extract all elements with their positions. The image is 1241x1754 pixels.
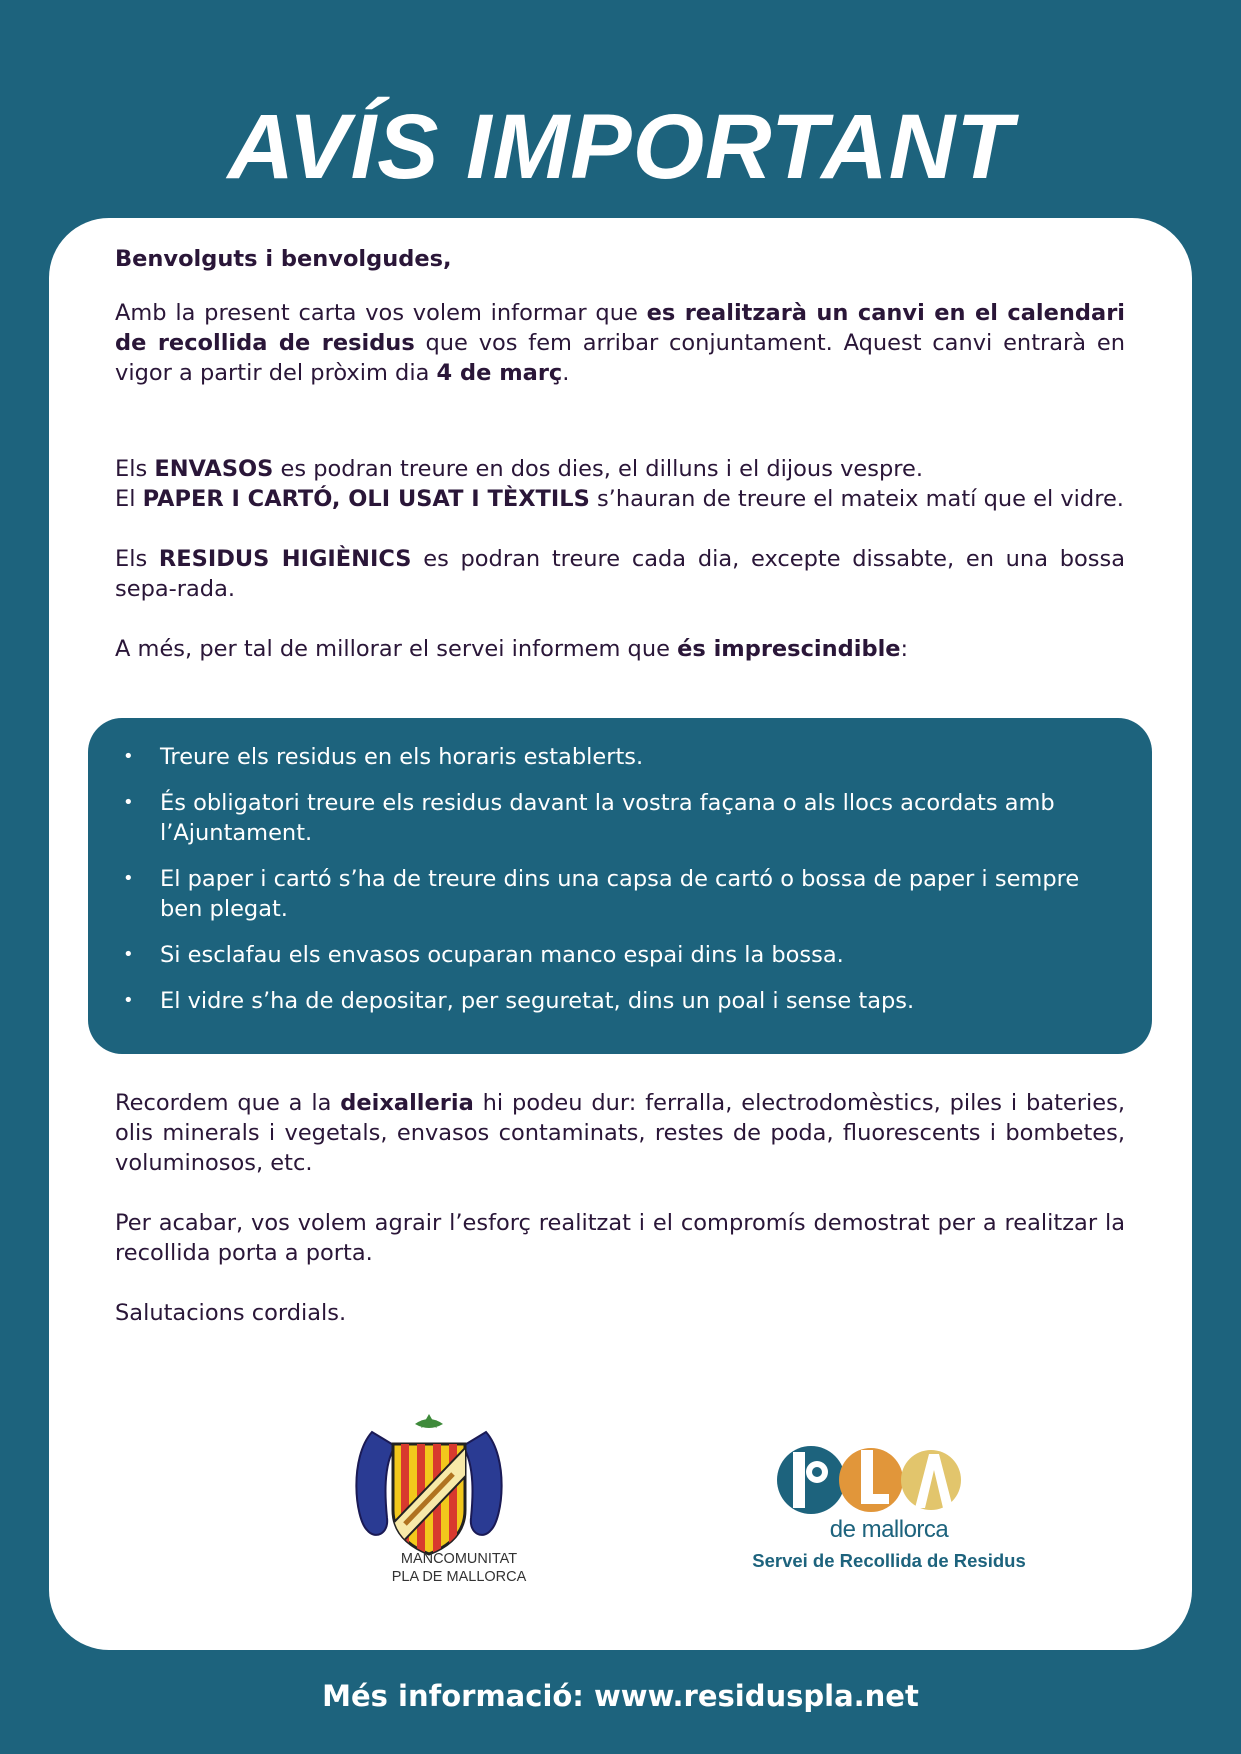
footer-more-info[interactable]: Més informació: www.residuspla.net bbox=[322, 1679, 919, 1713]
logos-layer bbox=[49, 218, 1192, 1650]
bullet-icon: • bbox=[123, 944, 134, 965]
letter-card bbox=[49, 218, 1192, 1650]
pla-subtitle: de mallorca bbox=[829, 1516, 949, 1543]
mancomunitat-caption: MANCOMUNITAT PLA DE MALLORCA bbox=[391, 1551, 527, 1585]
paragraph-imprescindible: A més, per tal de millorar el servei informem que és imprescindible: bbox=[115, 636, 909, 662]
mancomunitat-coat-of-arms-icon bbox=[356, 1414, 501, 1558]
rule-item: • És obligatori treure els residus davant la vostra façana o als llocs acordats amb l’Ajuntament. bbox=[123, 790, 1055, 846]
paragraph-calendar-change: Amb la present carta vos volem informar que es realitzarà un canvi en el calendari de recollida de residus que vos fem arribar conjuntament. Aquest canvi entrarà en vigor a partir del pròxim dia 4 de març. bbox=[115, 300, 1126, 386]
bullet-icon: • bbox=[123, 792, 134, 813]
greeting: Benvolguts i benvolgudes, bbox=[115, 246, 452, 272]
rule-item: • Si esclafau els envasos ocuparan manco espai dins la bossa. bbox=[123, 942, 844, 968]
bullet-icon: • bbox=[123, 868, 134, 889]
paragraph-thanks: Per acabar, vos volem agrair l’esforç realitzat i el compromís demostrat per a realitzar la recollida porta a porta. bbox=[115, 1210, 1125, 1266]
paragraph-paper: El PAPER I CARTÓ, OLI USAT I TÈXTILS s’hauran de treure el mateix matí que el vidre. bbox=[115, 486, 1124, 512]
paragraph-envasos: Els ENVASOS es podran treure en dos dies, el dilluns i el dijous vespre. bbox=[115, 456, 923, 482]
paragraph-higienics: Els RESIDUS HIGIÈNICS es podran treure cada dia, excepte dissabte, en una bossa sepa-rada. bbox=[115, 546, 1125, 602]
page-title: AVÍS IMPORTANT bbox=[227, 96, 1014, 198]
rule-item: • El vidre s’ha de depositar, per seguretat, dins un poal i sense taps. bbox=[123, 988, 915, 1014]
bullet-icon: • bbox=[123, 746, 134, 767]
rule-item: • Treure els residus en els horaris establerts. bbox=[123, 744, 644, 770]
closing: Salutacions cordials. bbox=[115, 1300, 347, 1326]
pla-service-name: Servei de Recollida de Residus bbox=[752, 1550, 1026, 1571]
paragraph-deixalleria: Recordem que a la deixalleria hi podeu dur: ferralla, electrodomèstics, piles i bateries, olis minerals i vegetals, envasos contaminats, restes de poda, fluorescents i bombetes, voluminosos, etc. bbox=[115, 1090, 1125, 1176]
rule-item: • El paper i cartó s’ha de treure dins una capsa de cartó o bossa de paper i sempre ben plegat. bbox=[123, 866, 1080, 922]
bullet-icon: • bbox=[123, 990, 134, 1011]
pla-logo-icon bbox=[777, 1446, 961, 1514]
